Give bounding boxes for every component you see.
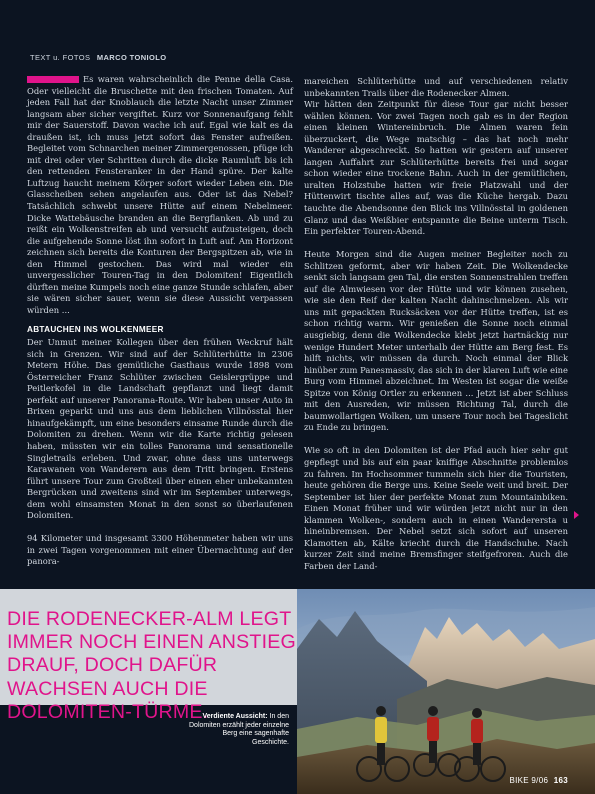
body-paragraph: mareichen Schlüterhütte und auf verschiedenen relativ unbekannten Trails über die Rodenecker Almen. [304,76,568,98]
body-paragraph: 94 Kilometer und insgesamt 3300 Höhenmeter haben wir uns in zwei Tagen vorgenommen mit einer Übernachtung auf der panora- [27,533,293,567]
section-subheading: ABTAUCHEN INS WOLKENMEER [27,325,164,335]
pull-quote: DIE RODENECKER-ALM LEGT IMMER NOCH EINEN ANSTIEG DRAUF, DOCH DAFÜR WACHSEN AUCH DIE DOLOMITEN-TÜRME. [7,608,296,723]
magazine-issue: BIKE 9/06 [509,776,549,785]
body-paragraph: Der Unmut meiner Kollegen über den frühen Weckruf hält sich in Grenzen. Wir sind auf der Schlüterhütte in 2306 Metern Höhe. Das gemütliche Gasthaus wurde 1898 vom Österreicher Franz Schlüter zwischen Geislergrüppe und Peitlerkofel in die Landschaft gepflanzt und liegt damit perfekt auf unserer Panorama-Route. Wir haben unser Auto in Brixen geparkt und uns aus dem lieblichen Villnösstal hier hinaufgekämpft, um eine besonders einsame Runde durch die Dolomiten zu drehen. Wenn wir die Karte richtig gelesen haben, müssten wir ein tolles Panorama und sensationelle Singletrails erleben. Und zwar, ohne dass uns unterwegs Karawanen von Wanderern aus dem Tritt bringen. Erstens führt unsere Tour zum Großteil über einen eher unbekannten Bergrücken und zweitens sind wir im September unterwegs, dem wohl einsamsten Monat in den sonst so überlaufenen Dolomiten. [27,337,293,521]
accent-bar [27,76,79,83]
credit-author: MARCO TONIOLO [96,53,167,62]
continue-arrow-icon [574,511,579,519]
caption-lead: Verdiente Aussicht: [202,713,268,720]
body-paragraph: Heute Morgen sind die Augen meiner Begleiter noch zu Schlitzen geformt, aber wir haben Zeit. Die Wolkendecke senkt sich langsam gen Tal, die ersten Sonnenstrahlen treffen auf die Almwiesen vor der Hütte und wir können zusehen, wie sie den Reif der kalten Nacht dahinschmelzen. Als wir uns mit gepackten Rucksäcken vor der Hütte treffen, ist es schon richtig warm. Wir genießen die Sonne noch einmal ausgiebig, denn die Wolkendecke klebt jetzt hartnäckig nur wenige Hundert Meter unterhalb der Hütte am Berg fest. Es hilft nichts, wir müssen da durch. Noch einmal der Blick hinüber zum Panesmassiv, das sich in der klaren Luft wie eine Burg vom Himmel abzeichnet. Im Westen ist sogar die weiße Spitze von König Ortler zu erkennen ... Jetzt ist aber Schluss mit den Ausreden, wir müssen Richtung Tal, durch die baumwollartigen Wolken, um unsere Tour noch bei Tageslicht zu Ende zu bringen. [304,249,568,433]
body-paragraph: Wir hätten den Zeitpunkt für diese Tour gar nicht besser wählen können. Vor zwei Tagen noch gab es in der Region einen kleinen Wintereinbruch. Die Almen waren fein überzuckert, die Wege matschig – das hat noch mehr Wanderer abgeschreckt. So hatten wir gestern auf unserer langen Auffahrt zur Schlüterhütte bereits frei und sogar schon wieder eine trockene Bahn. Auch in der gemütlichen, uralten Holzstube hatten wir freie Platzwahl und der Hüttenwirt tischte alles auf, was die Küche hergab. Dazu tauchte die Abendsonne den Blick ins Villnösstal in goldenen Glanz und das Weißbier entspannte die Beine unterm Tisch. Ein perfekter Touren-Abend. [304,99,568,237]
page-number: 163 [553,776,568,785]
page-footer [509,776,568,785]
intro-text: Es waren wahrscheinlich die Penne della Casa. Oder vielleicht die Bruschette mit den frischen Tomaten. Auf jeden Fall hat der Knoblauch die letzte Nacht unser Zimmer langsam aber sicher vergiftet. Kurz vor Sonnenaufgang fehlt mir der Sauerstoff. Davon wache ich auf. Egal wie kalt es da draußen ist, ich muss jetzt sofort das Fenster aufreißen. Begleitet vom Schnarchen meiner Zimmergenossen, pfüge ich mit drei oder vier Schritten durch die dicke Raumluft bis ich den rettenden Fensteranker in der Hand spüre. Der kalte Luftzug haucht meinem Körper sofort wieder Leben ein. Die Glasscheiben sehen angelaufen aus. Oder ist das Nebel? Tatsächlich schwebt unsere Hütte auf einem Nebelmeer. Dicke Wattebäusche branden an die Bergflanken. Ab und zu reißt ein Wolkenstreifen ab und versucht aufzusteigen, doch die aufgehende Sonne löst ihn sofort in Luft auf. Am Horizont zeichnen sich bereits die Konturen der Bergspitzen ab, wie in den Himmel gestochen. Das wird mal wieder ein unvergesslicher Touren-Tag in den Dolomiten! Eigentlich dürften meine Kumpels noch eine ganze Stunde schlafen, aber sie wären sicher sauer, wenn sie diese Aussicht verpassen würden ... [27,74,293,315]
right-text-column [304,76,568,572]
credit-label: TEXT u. FOTOS [30,53,91,62]
author-credit [30,53,167,62]
mountain-bikers-photo [297,589,595,794]
body-paragraph: Wie so oft in den Dolomiten ist der Pfad auch hier sehr gut gepflegt und bis auf ein paar kniffige Abschnitte problemlos zu fahren. Im Hochsommer tummeln sich hier die Touristen, heute gehören die Berge uns. Keine Seele weit und breit. Der September ist hier der perfekte Monat zum Mountainbiken. Einen Monat früher und wir würden jetzt nicht nur in den klammen Wolken-, sondern auch in einen Wanderersta u hineinbremsen. Der Nebel setzt sich sofort auf unseren Klamotten ab, Kälte kriecht durch die Handschuhe. Nach kurzer Zeit sind meine Bremsfinger steifgefroren. Auch die Farben der Land- [304,445,568,571]
intro-paragraph [27,74,293,316]
caption-text: In den Dolomiten erzählt jeder einzelne Berg eine sagenhafte Geschichte. [189,713,289,746]
left-text-column [27,74,293,568]
photo-caption [188,713,289,747]
